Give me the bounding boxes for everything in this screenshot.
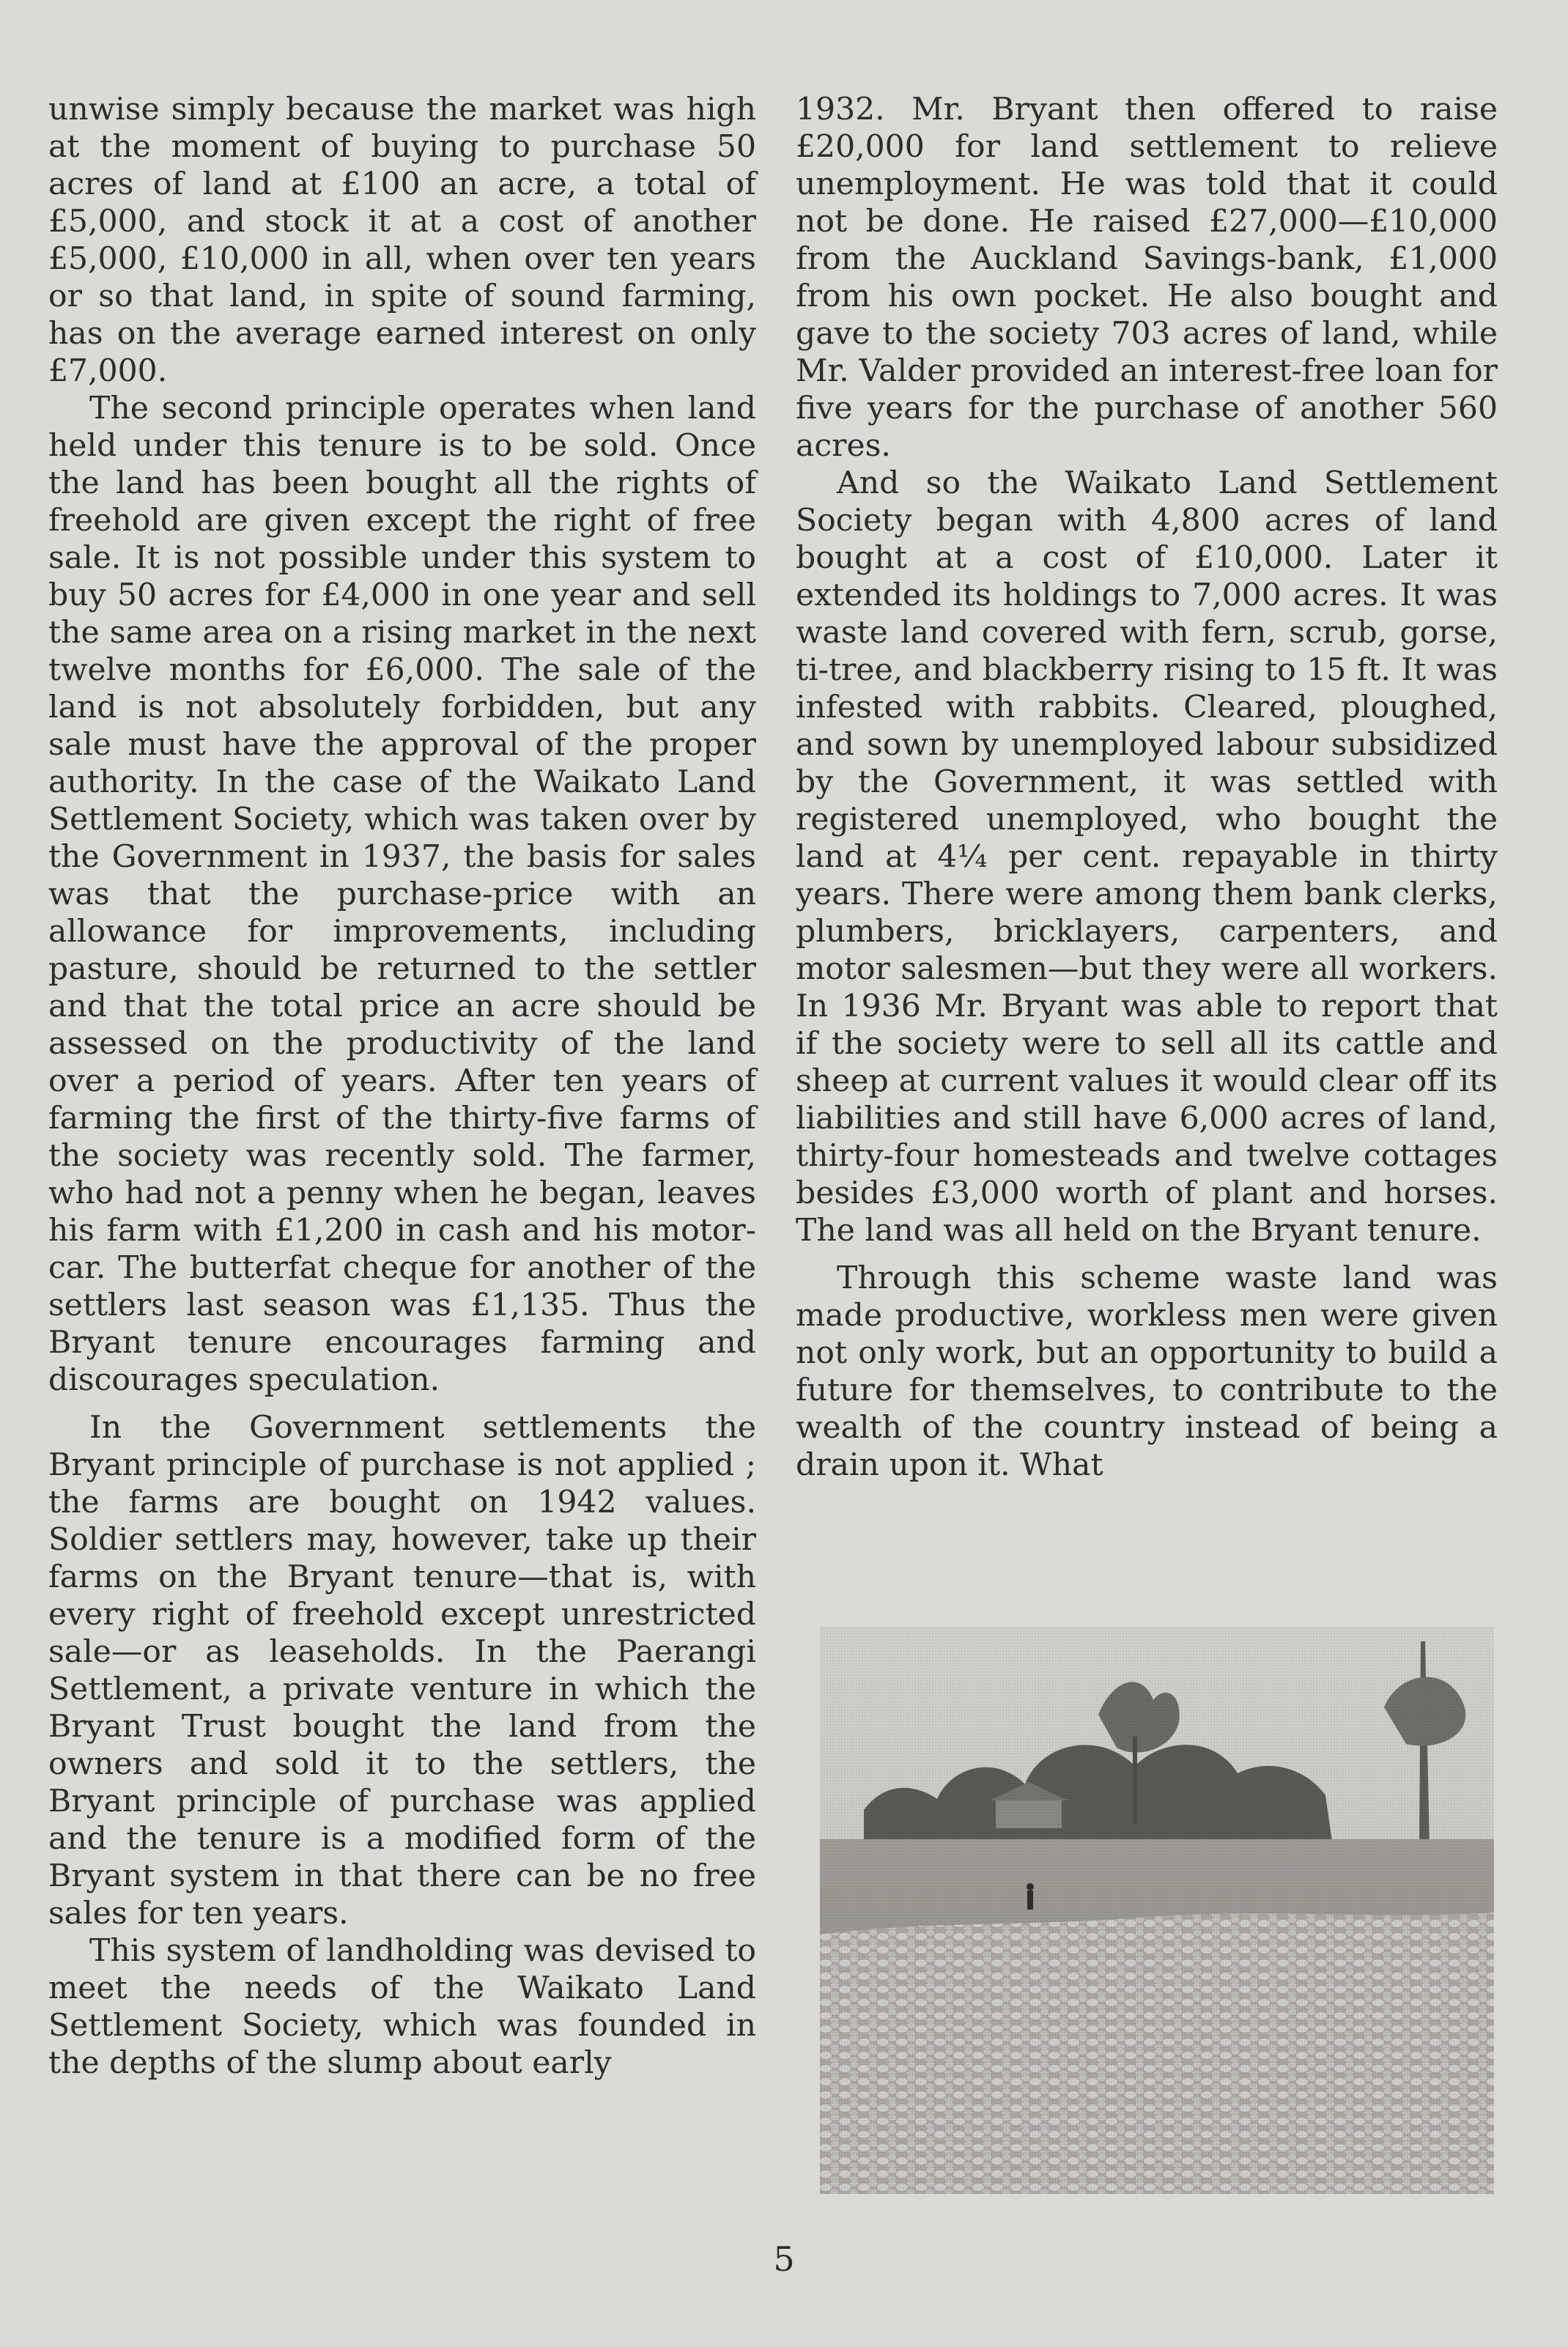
right-paragraph-2: And so the Waikato Land Settlement Society began with 4,800 acres of land bought at a cost of £10,000. Later it extended its holdings to 7,000 acres. It was waste land covered with fern, scrub, gorse, ti-tree, and blackberry rising to 15 ft. It was infested with rabbits. Cleared, ploughed, and sown by unemployed labour subsidized by the Government, it was settled with registered unemployed, who bought the land at 4¼ per cent. repayable in thirty years. There were among them bank clerks, plumbers, bricklayers, carpenters, and motor salesmen—but they were all workers. In 1936 Mr. Bryant was able to report that if the society were to sell all its cattle and sheep at current values it would clear off its liabilities and still have 6,000 acres of land, thirty-four homesteads and twelve cottages besides £3,000 worth of plant and horses. The land was all held on the Bryant tenure.	[796, 465, 1498, 1249]
left-paragraph-3: In the Government settlements the Bryant principle of purchase is not applied ; the farms are bought on 1942 values. Soldier settlers may, however, take up their farms on the Bryant tenure—that is, with every right of freehold except unrestricted sale—or as leaseholds. In the Paerangi Settlement, a private venture in which the Bryant Trust bought the land from the owners and sold it to the settlers, the Bryant principle of purchase was applied and the tenure is a modified form of the Bryant system in that there can be no free sales for ten years.	[48, 1410, 756, 1932]
left-column	[48, 91, 756, 2082]
right-paragraph-1: 1932. Mr. Bryant then offered to raise £20,000 for land settlement to relieve unemployment. He was told that it could not be done. He raised £27,000—£10,000 from the Auckland Savings-bank, £1,000 from his own pocket. He also bought and gave to the society 703 acres of land, while Mr. Valder provided an interest-free loan for five years for the purchase of another 560 acres.	[796, 92, 1498, 464]
sheep-pasture-image	[820, 1627, 1494, 2194]
right-paragraph-3: Through this scheme waste land was made productive, workless men were given not only work, but an opportunity to build a future for themselves, to contribute to the wealth of the country instead of being a drain upon it. What	[796, 1260, 1498, 1483]
left-paragraph-1: unwise simply because the market was high at the moment of buying to purchase 50 acres of land at £100 an acre, a total of £5,000, and stock it at a cost of another £5,000, £10,000 in all, when over ten years or so that land, in spite of sound farming, has on the average earned interest on only £7,000.	[48, 92, 756, 389]
farm-photograph	[820, 1627, 1494, 2194]
left-paragraph-4: This system of landholding was devised to meet the needs of the Waikato Land Settlement Society, which was founded in the depths of the slump about early	[48, 1933, 756, 2081]
left-paragraph-2: The second principle operates when land held under this tenure is to be sold. Once the land has been bought all the rights of freehold are given except the right of free sale. It is not possible under this system to buy 50 acres for £4,000 in one year and sell the same area on a rising market in the next twelve months for £6,000. The sale of the land is not absolutely forbidden, but any sale must have the approval of the proper authority. In the case of the Waikato Land Settlement Society, which was taken over by the Government in 1937, the basis for sales was that the purchase-price with an allowance for improvements, including pasture, should be returned to the settler and that the total price an acre should be assessed on the productivity of the land over a period of years. After ten years of farming the first of the thirty-five farms of the society was recently sold. The farmer, who had not a penny when he began, leaves his farm with £1,200 in cash and his motor-car. The butterfat cheque for another of the settlers last season was £1,135. Thus the Bryant tenure encourages farming and discourages speculation.	[48, 391, 756, 1398]
right-column	[796, 91, 1498, 1484]
page-number: 5	[773, 2239, 795, 2279]
